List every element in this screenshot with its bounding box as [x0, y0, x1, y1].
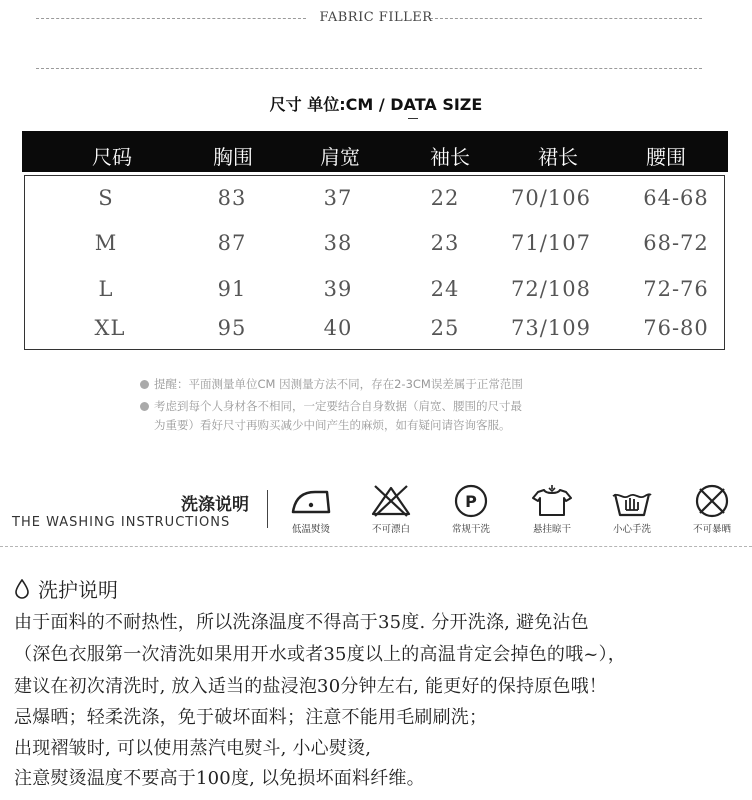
header-waist: 腰围 [646, 145, 686, 169]
no-bleach-label: 不可漂白 [371, 524, 410, 535]
table-cell: 71/107 [511, 231, 591, 255]
iron-icon-group [281, 484, 341, 535]
table-cell: 38 [323, 231, 353, 255]
section-divider [0, 546, 752, 547]
table-cell: 64-68 [643, 186, 709, 210]
washing-divider [267, 490, 268, 528]
svg-text:P: P [465, 492, 477, 511]
table-cell: 40 [323, 316, 353, 340]
table-cell: 95 [217, 316, 247, 340]
hang-dry-icon-group [522, 484, 582, 535]
iron-icon [289, 484, 333, 518]
care-title: 洗护说明 [14, 574, 118, 603]
cell-size-s: S [98, 186, 114, 210]
table-cell: 83 [217, 186, 247, 210]
table-cell: 70/106 [511, 186, 591, 210]
table-cell: 24 [430, 277, 460, 301]
no-bleach-icon [369, 484, 413, 518]
table-cell: 39 [323, 277, 353, 301]
table-cell: 23 [430, 231, 460, 255]
care-line: 由于面料的不耐热性，所以洗涤温度不得高于35度. 分开洗涤, 避免沾色 [14, 612, 589, 633]
no-bleach-icon-group [361, 484, 421, 535]
table-cell: 87 [217, 231, 247, 255]
table-cell: 91 [217, 277, 247, 301]
no-sun-label: 不可暴晒 [692, 524, 731, 535]
hang-dry-icon [530, 484, 574, 518]
bullet-icon [140, 380, 149, 389]
table-cell: 73/109 [511, 316, 591, 340]
table-cell: 22 [430, 186, 460, 210]
header-sleeve: 袖长 [430, 145, 470, 169]
dry-clean-label: 常规干洗 [451, 524, 490, 535]
hand-wash-label: 小心手洗 [612, 524, 651, 535]
care-line: 忌爆晒；轻柔洗涤，免于破坏面料；注意不能用毛刷刷洗； [14, 707, 488, 728]
hand-wash-icon [610, 484, 654, 518]
care-line: 注意熨烫温度不要高于100度, 以免损坏面料纤维。 [14, 768, 425, 789]
water-drop-icon [14, 579, 30, 599]
cell-size-l: L [98, 277, 114, 301]
hand-wash-icon-group [602, 484, 662, 535]
table-cell: 72/108 [511, 277, 591, 301]
dry-clean-icon-group [441, 484, 501, 535]
cell-size-m: M [94, 231, 118, 255]
table-cell: 37 [323, 186, 353, 210]
header-shoulder: 肩宽 [320, 145, 360, 169]
washing-title-en: THE WASHING INSTRUCTIONS [12, 515, 231, 530]
care-line: 出现褶皱时, 可以使用蒸汽电熨斗, 小心熨烫, [14, 738, 372, 759]
no-sun-icon [690, 484, 734, 518]
care-line: （深色衣服第一次清洗如果用开水或者35度以上的高温肯定会掉色的哦~）， [14, 644, 626, 665]
divider-full [36, 68, 702, 69]
washing-title-cn: 洗涤说明 [181, 495, 249, 515]
no-sun-icon-group [682, 484, 742, 535]
iron-label: 低温熨烫 [291, 524, 330, 535]
table-cell: 76-80 [643, 316, 709, 340]
table-cell: 72-76 [643, 277, 709, 301]
header-size: 尺码 [92, 145, 132, 169]
title-underline [408, 118, 418, 119]
table-cell: 68-72 [643, 231, 709, 255]
bullet-icon [140, 402, 149, 411]
note-1: 提醒：平面测量单位CM 因测量方法不同，存在2-3CM误差属于正常范围 [140, 375, 523, 394]
header-length: 裙长 [538, 145, 578, 169]
note-3: 为重要）看好尺寸再购买减少中间产生的麻烦，如有疑问请咨询客服。 [154, 418, 511, 432]
fabric-label: FABRIC FILLER [319, 10, 433, 25]
dry-clean-icon [449, 484, 493, 518]
size-table-title: 尺寸 单位:CM / DATA SIZE [269, 95, 483, 114]
hang-dry-label: 悬挂晾干 [532, 524, 571, 535]
care-line: 建议在初次清洗时, 放入适当的盐浸泡30分钟左右, 能更好的保持原色哦！ [14, 676, 607, 697]
cell-size-xl: XL [94, 316, 126, 340]
header-chest: 胸围 [213, 145, 253, 169]
note-2: 考虑到每个人身材各不相同，一定要结合自身数据（肩宽、腰围的尺寸最 [140, 397, 522, 416]
table-cell: 25 [430, 316, 460, 340]
